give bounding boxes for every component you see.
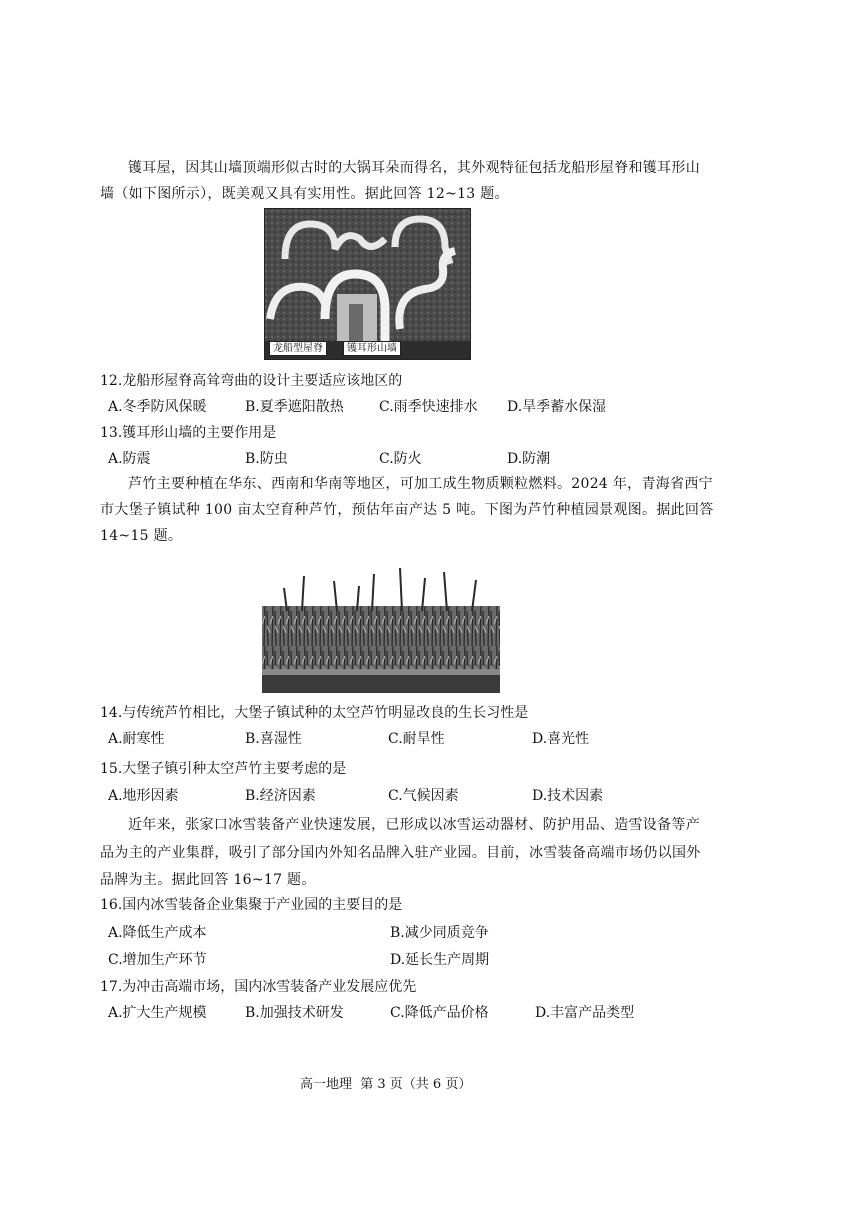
page-footer: 高一地理 第 3 页（共 6 页） bbox=[300, 1077, 472, 1092]
passage-2-line-1: 芦竹主要种植在华东、西南和华南等地区，可加工成生物质颗粒燃料。2024 年，青海省西宁 bbox=[128, 476, 713, 492]
question-16-stem: 16.国内冰雪装备企业集聚于产业园的主要目的是 bbox=[100, 897, 403, 913]
passage-3-line-2: 品为主的产业集群，吸引了部分国内外知名品牌入驻产业园。目前，冰雪装备高端市场仍以国外 bbox=[100, 845, 701, 861]
question-17-option-a: A.扩大生产规模 bbox=[108, 1005, 207, 1021]
question-15-option-d: D.技术因素 bbox=[532, 788, 604, 804]
question-12-option-d: D.旱季蓄水保湿 bbox=[507, 399, 607, 415]
question-17-option-d: D.丰富产品类型 bbox=[535, 1005, 635, 1021]
question-13-option-a: A.防震 bbox=[108, 451, 151, 467]
question-14-option-c: C.耐旱性 bbox=[388, 731, 445, 747]
passage-3-line-1: 近年来，张家口冰雪装备产业快速发展，已形成以冰雪运动器材、防护用品、造雪设备等产 bbox=[128, 817, 700, 833]
question-12-option-a: A.冬季防风保暖 bbox=[108, 399, 207, 415]
reed-plantation-photo bbox=[262, 566, 500, 693]
question-12-stem: 12.龙船形屋脊高耸弯曲的设计主要适应该地区的 bbox=[100, 373, 403, 389]
passage-2-line-3: 14~15 题。 bbox=[100, 528, 183, 544]
wok-ear-house-illustration bbox=[265, 209, 470, 359]
figure-label-dragon-boat-ridge: 龙船型屋脊 bbox=[269, 341, 327, 356]
question-15-option-c: C.气候因素 bbox=[388, 788, 459, 804]
question-17-option-c: C.降低产品价格 bbox=[390, 1005, 489, 1021]
passage-2-line-2: 市大堡子镇试种 100 亩太空育种芦竹，预估年亩产达 5 吨。下图为芦竹种植园景观图。据此回答 bbox=[100, 502, 714, 518]
question-14-option-b: B.喜湿性 bbox=[245, 731, 302, 747]
question-16-option-b: B.减少同质竞争 bbox=[390, 925, 489, 941]
question-14-stem: 14.与传统芦竹相比，大堡子镇试种的太空芦竹明显改良的生长习性是 bbox=[100, 705, 529, 721]
question-13-option-c: C.防火 bbox=[379, 451, 422, 467]
question-17-option-b: B.加强技术研发 bbox=[245, 1005, 344, 1021]
question-14-option-d: D.喜光性 bbox=[532, 731, 590, 747]
question-15-stem: 15.大堡子镇引种太空芦竹主要考虑的是 bbox=[100, 761, 347, 777]
wok-ear-house-photo bbox=[264, 208, 471, 360]
figure-label-wok-ear-gable: 镬耳形山墙 bbox=[343, 341, 401, 356]
passage-1-line-1: 镬耳屋，因其山墙顶端形似古时的大锅耳朵而得名，其外观特征包括龙船形屋脊和镬耳形山 bbox=[128, 160, 700, 176]
question-16-option-d: D.延长生产周期 bbox=[390, 952, 490, 968]
question-15-option-b: B.经济因素 bbox=[245, 788, 316, 804]
question-12-option-c: C.雨季快速排水 bbox=[379, 399, 478, 415]
question-16-option-a: A.降低生产成本 bbox=[108, 925, 207, 941]
question-13-option-d: D.防潮 bbox=[507, 451, 551, 467]
passage-1-line-2: 墙（如下图所示），既美观又具有实用性。据此回答 12~13 题。 bbox=[100, 186, 509, 202]
reed-plantation-illustration bbox=[262, 566, 500, 693]
question-13-option-b: B.防虫 bbox=[245, 451, 288, 467]
passage-3-line-3: 品牌为主。据此回答 16~17 题。 bbox=[100, 872, 316, 888]
question-13-stem: 13.镬耳形山墙的主要作用是 bbox=[100, 425, 277, 441]
question-17-stem: 17.为冲击高端市场，国内冰雪装备产业发展应优先 bbox=[100, 979, 417, 995]
question-12-option-b: B.夏季遮阳散热 bbox=[245, 399, 344, 415]
question-16-option-c: C.增加生产环节 bbox=[108, 952, 207, 968]
question-14-option-a: A.耐寒性 bbox=[108, 731, 165, 747]
question-15-option-a: A.地形因素 bbox=[108, 788, 179, 804]
